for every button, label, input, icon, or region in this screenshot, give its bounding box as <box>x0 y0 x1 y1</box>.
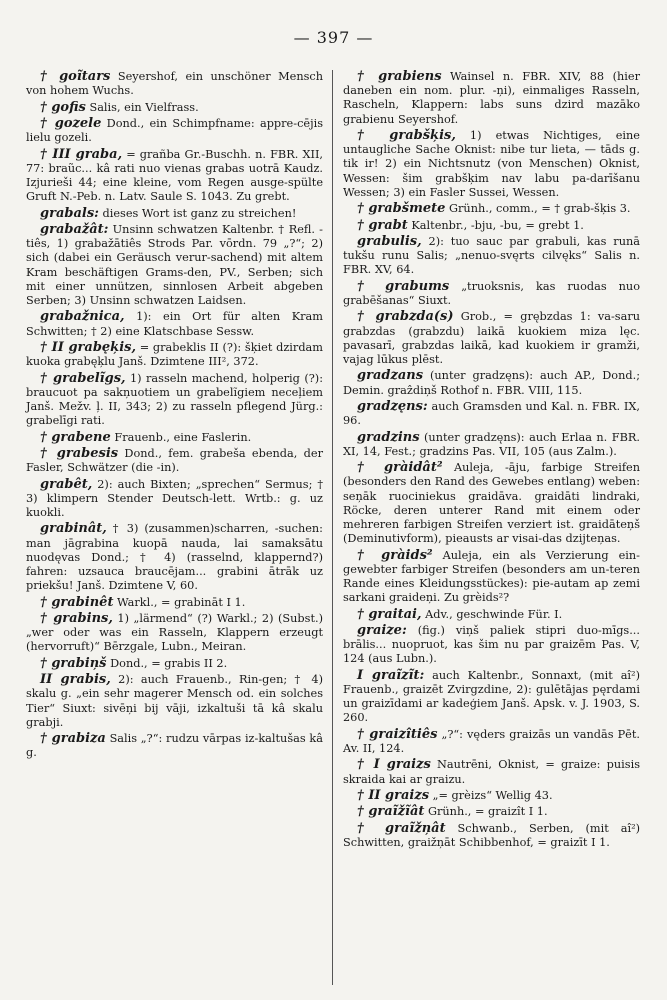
entry-headword: † I graizs <box>357 757 431 773</box>
entry-definition: 1) rasseln machend, holperig (?): braucuot pa sakņuotiem un grabelĩgiem neceļiem Janš. Mežv. ļ. II, 343; 2) zu rasseln pflegend Jürg.: grabelīgi rati. <box>26 371 324 428</box>
entry-headword: † gràids² <box>357 547 433 563</box>
entry-headword: grabažât: <box>40 221 109 237</box>
entry-definition: „truoksnis, kas ruodas nuo grabēšanas“ Siuxt. <box>343 279 641 307</box>
entry-definition: Salis, ein Vielfrass. <box>85 100 199 114</box>
dictionary-entry <box>26 447 323 475</box>
entry-definition: Auleja, -āju, farbige Streifen (besonders den Rand des Gewebes entlang) weben: seņāk ruociniekus graidāva. graidāti lindraki, Röcke, deren unterer Rand mit einem oder mehreren farbigen Streifen verziert ist. graidāteņš (Deminutivform), pieausts ar visai-das dzijteņas. <box>343 461 640 546</box>
dictionary-entry <box>343 822 640 850</box>
left-column <box>20 70 333 985</box>
entry-definition: Warkl., = grabināt I 1. <box>113 595 246 609</box>
entry-headword: gradzans <box>357 368 424 384</box>
entry-headword: † grabins, <box>40 610 113 626</box>
dictionary-entry <box>26 522 323 593</box>
entry-headword: † II graizs <box>357 787 430 803</box>
entry-definition: Frauenb., eine Faslerin. <box>110 430 252 444</box>
dictionary-entry <box>343 219 640 233</box>
dictionary-entry <box>343 129 640 200</box>
entry-definition: Unsinn schwatzen Kaltenbr. † Refl. -tiês, 1) grabažātiês Strods Par. vōrdn. 79 „?“; 2) sich (dabei ein Geräusch verur-sachend) mit altem Kram beschäftigen Grams-den, PV., Serben; sich mit einer unnützen, sinnlosen Arbeit abgeben Serben; 3) Unsinn schwatzen Laidsen. <box>26 222 323 307</box>
dictionary-entry <box>26 596 323 610</box>
right-column <box>333 70 646 985</box>
dictionary-entry <box>26 732 323 760</box>
dictionary-entry <box>343 235 640 278</box>
dictionary-entry <box>343 728 640 756</box>
entry-headword: † grabene <box>40 429 111 445</box>
dictionary-entry <box>26 431 323 445</box>
entry-headword: † grabiņš <box>40 655 107 671</box>
entry-definition: 1): ein Ort für alten Kram Schwitten; † 2) eine Klatschbase Sessw. <box>26 310 323 338</box>
dictionary-entry <box>343 624 640 667</box>
entry-headword: grabažnica, <box>40 309 125 325</box>
dictionary-entry <box>343 805 640 819</box>
dictionary-entry <box>343 549 640 606</box>
dictionary-entry <box>343 431 640 459</box>
entry-definition: Auleja, ein als Verzierung ein-gewebter farbiger Streifen (besonders am un-teren Rande eines Kleidungsstückes): pie-autam ap zemi sarkani graideņi. Zu grèids²? <box>343 548 640 605</box>
dictionary-entry <box>343 310 640 367</box>
entry-definition: Dond., fem. grabeša ebenda, der Fasler, Schwätzer (die -in). <box>26 446 323 475</box>
entry-definition: Seyershof, ein unschöner Mensch von hohem Wuchs. <box>26 70 323 98</box>
dictionary-entry <box>26 673 323 730</box>
entry-headword: grabulis, <box>357 233 422 249</box>
entry-definition: Salis „?“: rudzu vārpas iz-kaltušas kâ g. <box>26 732 323 760</box>
entry-headword: † grabiza <box>40 731 106 747</box>
dictionary-entry <box>26 223 323 308</box>
entry-headword: grabêt, <box>40 476 93 492</box>
dictionary-entry <box>26 310 323 338</box>
entry-definition: † 3) (zusammen)scharren, -suchen: man jāgrabina kuopā nauda, lai samaksātu nuodęvas Dond.; † 4) (rasselnd, klappernd?) fahren: uzsauca braucējam... grabini ātrāk uz priekšu! Janš. Dzimtene V, 60. <box>26 522 323 593</box>
entry-definition: Nautrēni, Oknist, = graize: puisis skraida kai ar graizu. <box>343 758 640 786</box>
entry-headword: † goĩtars <box>40 69 111 84</box>
dictionary-columns <box>20 70 648 985</box>
entry-definition: (fig.) viņš paliek stipri duo-mīgs... brālis... nuopruot, kas šim nu par graizēm Pas. V, 124 (aus Lubn.). <box>343 623 640 666</box>
entry-headword: † III graba, <box>40 146 123 162</box>
entry-headword: † graizîtiês <box>357 726 438 742</box>
dictionary-entry <box>343 202 640 216</box>
entry-headword: II grabis, <box>40 672 111 688</box>
entry-headword: † II grabęķis, <box>40 339 136 355</box>
entry-definition: Wainsel n. FBR. XIV, 88 (hier daneben ein nom. plur. -ņi), einmaliges Rasseln, Rascheln, Klappern: labs suns dzird mazāko grabienu Seyershof. <box>343 70 640 126</box>
entry-definition: (unter gradzęns): auch Erlaa n. FBR. XI, 14, Fest.; gradzins Pas. VII, 105 (aus Zalm.). <box>343 430 640 458</box>
dictionary-entry <box>343 280 640 308</box>
entry-headword: grabinât, <box>40 521 107 537</box>
entry-headword: † grabums <box>357 278 450 294</box>
dictionary-entry <box>26 341 323 369</box>
dictionary-entry <box>26 117 323 145</box>
dictionary-entry <box>26 207 323 221</box>
entry-headword: † gràidât² <box>357 460 443 476</box>
dictionary-entry <box>343 758 640 786</box>
entry-definition: (unter gradzęns): auch AP., Dond.; Demin. graẑdiņš Rothof n. FBR. VIII, 115. <box>343 369 640 397</box>
entry-headword: † gozele <box>40 115 102 131</box>
dictionary-entry <box>26 148 323 205</box>
entry-definition: Kaltenbr., -bju, -bu, = grebt 1. <box>407 218 584 232</box>
entry-definition: Grob., = grębzdas 1: va-saru grabzdas (grabzdu) laikā kuokiem miza lęc. pavasarī, grabzdas laikā, kad kuokiem ir gramži, vajag lūkus plēst. <box>343 310 641 366</box>
entry-headword: graize: <box>357 622 407 638</box>
entry-headword: † grabšķis, <box>357 128 456 143</box>
dictionary-entry <box>343 608 640 622</box>
entry-headword: † grabelĩgs, <box>40 370 126 386</box>
dictionary-entry <box>343 669 640 726</box>
dictionary-entry <box>26 101 323 115</box>
entry-definition: auch Kaltenbr., Sonnaxt, (mit aî²) Frauenb., graizēt Zvirgzdine, 2): gulētājas pęrdami un graizīdami ar kadeģiem Janš. Apsk. v. J. 1903, S. 260. <box>343 668 640 725</box>
entry-headword: † gofis <box>40 99 86 115</box>
entry-headword: † grabšmete <box>357 201 446 217</box>
entry-definition: Dond., = grabis II 2. <box>106 656 228 670</box>
entry-definition: 1) etwas Nichtiges, eine untaugliche Sache Oknist: nibe tur lieta, — tāds g. tik ir! 2) ein Nichtsnutz (von Menschen) Oknist, Wessen: šim grabšķim nav labu pa-darīšanu Wessen; 3) ein Fasler Sussei, Wessen. <box>343 129 640 199</box>
dictionary-entry <box>343 789 640 803</box>
dictionary-entry <box>26 372 323 429</box>
dictionary-entry <box>343 400 640 428</box>
dictionary-entry <box>26 657 323 671</box>
dictionary-entry <box>26 478 323 521</box>
entry-headword: I graĩzĩt: <box>357 667 425 683</box>
dictionary-entry <box>26 612 323 655</box>
entry-headword: gradzins <box>357 429 420 445</box>
entry-headword: grabals: <box>40 205 99 221</box>
entry-definition: 2): tuo sauc par grabuli, kas runā tukšu runu Salis; „nenuo-svęrts cilvęks“ Salis n. FBR. XV, 64. <box>343 234 640 277</box>
dictionary-entry <box>343 70 640 127</box>
entry-definition: „= grèizs“ Wellig 43. <box>429 788 553 802</box>
entry-headword: gradzęns: <box>357 398 428 414</box>
entry-definition: Schwanb., Serben, (mit aî²) Schwitten, graižņāt Schibbenhof, = graizīt I 1. <box>343 821 641 849</box>
page-number: — 397 — <box>293 28 374 47</box>
entry-definition: auch Gramsden und Kal. n. FBR. IX, 96. <box>343 399 640 428</box>
entry-definition: 1) „lärmend“ (?) Warkl.; 2) (Subst.) „wer oder was ein Rasseln, Klappern erzeugt (hervorruft)“ Bērzgale, Lubn., Meiran. <box>26 611 324 654</box>
entry-definition: = grañba Gr.-Buschh. n. FBR. XII, 77: braũc... kâ rati nuo vienas grabas uotrā Kaudz. Izjurieši 44; eine kleine, vom Regen ausge-spülte Gruft N.-Peb. n. Latv. Saule S. 1043. Zu grebt. <box>26 147 323 204</box>
entry-headword: † grabinêt <box>40 594 114 610</box>
entry-headword: † graĩžņât <box>357 820 446 836</box>
entry-definition: = grabeklis II (?): šķiet dzirdam kuoka grabęķlu Janš. Dzimtene III², 372. <box>26 340 324 369</box>
entry-headword: † grabiens <box>357 69 442 84</box>
entry-definition: Grünh., = graizît I 1. <box>424 805 548 819</box>
entry-headword: † grabzda(s) <box>357 309 454 325</box>
entry-definition: 2): auch Bixten; „sprechen“ Sermus; † 3) klimpern Stender Deutsch-lett. Wrtb.: g. uz kuokli. <box>26 477 323 519</box>
entry-definition: Grünh., comm., = † grab-šķis 3. <box>445 202 631 216</box>
entry-headword: † graĩžĩât <box>357 804 425 820</box>
entry-headword: † grabt <box>357 217 408 233</box>
entry-definition: „?“: vęders graizās un vandās Pēt. Av. II, 124. <box>343 727 640 755</box>
entry-definition: Dond., ein Schimpfname: appre-cējis lielu gozeli. <box>26 116 323 145</box>
dictionary-entry <box>26 70 323 98</box>
entry-headword: † grabesis <box>40 445 119 461</box>
entry-definition: Adv., geschwinde Für. I. <box>421 607 563 621</box>
dictionary-entry <box>343 461 640 546</box>
entry-definition: dieses Wort ist ganz zu streichen! <box>98 206 297 220</box>
entry-headword: † graitai, <box>357 606 422 622</box>
dictionary-entry <box>343 369 640 397</box>
entry-definition: 2): auch Frauenb., Rin-gen; † 4) skalu g. „ein sehr magerer Mensch od. ein solches Tier“ Siuxt: sivēņi bij vāji, izkaltuši tā kâ skalu grabji. <box>26 673 323 729</box>
